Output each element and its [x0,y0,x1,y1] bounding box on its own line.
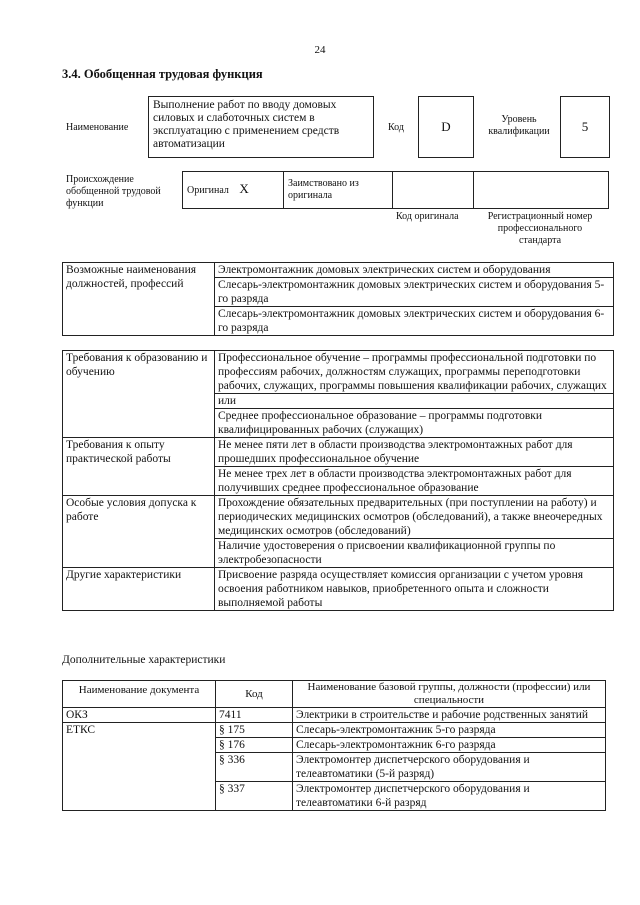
borrowed-label: Заимствовано из оригинала [288,178,359,201]
name-value-box [148,96,374,158]
list-item: Наличие удостоверения о присвоении квалификационной группы по электробезопасности [218,540,556,566]
table-row [63,496,614,568]
table-row [63,708,606,723]
list-item: Электромонтажник домовых электрических систем и оборудования [215,263,613,278]
table-header-row [63,681,606,708]
req-other-values [215,568,614,611]
etks-code: § 176 [216,738,293,753]
section-title: 3.4. Обобщенная трудовая функция [62,67,263,81]
origin-reg-cell [473,171,609,209]
requirements-table [62,350,614,611]
positions-table [62,262,614,336]
etks-name: Слесарь-электромонтажник 5-го разряда [293,723,606,738]
req-admission-values [215,496,614,568]
list-item: или [215,394,613,409]
req-admission-label: Особые условия допуска к работе [63,496,215,568]
etks-name: Электромонтер диспетчерского оборудования и телеавтоматики 6-й разряд [293,782,606,811]
req-experience-label: Требования к опыту практической работы [63,438,215,496]
req-other-label: Другие характеристики [63,568,215,611]
etks-code: § 336 [216,753,293,782]
list-item: Слесарь-электромонтажник домовых электрических систем и оборудования 5-го разряда [215,278,613,307]
okz-name: Электрики в строительстве и рабочие родственных занятий [293,708,606,723]
etks-name: Электромонтер диспетчерского оборудования и телеавтоматики (5-й разряд) [293,753,606,782]
list-item: Не менее пяти лет в области производства электромонтажных работ для прошедших профессиональное обучение [215,438,613,467]
list-item: Не менее трех лет в области производства электромонтажных работ для получивших среднее профессиональное образование [218,468,572,494]
etks-name: Слесарь-электромонтажник 6-го разряда [293,738,606,753]
req-education-values [215,351,614,438]
list-item: Среднее профессиональное образование – программы подготовки квалифицированных рабочих (служащих) [218,410,543,436]
positions-label: Возможные наименования должностей, профессий [63,263,215,336]
okz-doc: ОКЗ [63,708,216,723]
list-item: Слесарь-электромонтажник домовых электрических систем и оборудования 6-го разряда [218,308,605,334]
table-row [63,723,606,738]
additional-title: Дополнительные характеристики [62,654,226,666]
code-label: Код [388,122,404,133]
table-row [63,438,614,496]
name-value: Выполнение работ по вводу домовых силовых и слаботочных систем в эксплуатацию с применением средств автоматизации [153,99,340,150]
level-value-box [560,96,610,158]
positions-values [215,263,614,336]
original-label: Оригинал [187,185,229,196]
req-education-label: Требования к образованию и обучению [63,351,215,438]
list-item: Профессиональное обучение – программы профессиональной подготовки по профессиям рабочих, должностям служащих, программы переподготовки рабочих, служащих, программы повышения квалификации рабочих, служащих [215,351,613,394]
origin-borrowed-cell [283,171,393,209]
col-code-header: Код [216,681,293,708]
code-original-caption: Код оригинала [396,211,459,222]
reg-number-caption: Регистрационный номер профессионального стандарта [487,211,593,246]
okz-code: 7411 [216,708,293,723]
col-name-header: Наименование базовой группы, должности (профессии) или специальности [293,681,606,708]
origin-label: Происхождение обобщенной трудовой функции [66,174,161,209]
code-value: D [441,119,451,134]
table-row [63,351,614,438]
table-row [63,263,614,336]
level-label: Уровень квалификации [488,114,550,137]
additional-table [62,680,606,811]
etks-doc: ЕТКС [63,723,216,811]
original-mark: X [239,181,249,196]
origin-original-cell [182,171,284,209]
level-value: 5 [581,119,589,134]
col-doc-header: Наименование документа [63,681,216,708]
table-row [63,568,614,611]
etks-code: § 337 [216,782,293,811]
req-experience-values [215,438,614,496]
etks-code: § 175 [216,723,293,738]
name-label: Наименование [66,122,129,133]
list-item: Прохождение обязательных предварительных (при поступлении на работу) и периодических медицинских осмотров (обследований), а также внеочередных медицинских осмотров (обследований) [215,496,613,539]
code-value-box [418,96,474,158]
page-number: 24 [314,44,326,56]
list-item: Присвоение разряда осуществляет комиссия организации с учетом уровня освоения работником навыков, приобретенного опыта и сложности выполняемой работы [218,569,584,609]
origin-code-cell [392,171,474,209]
